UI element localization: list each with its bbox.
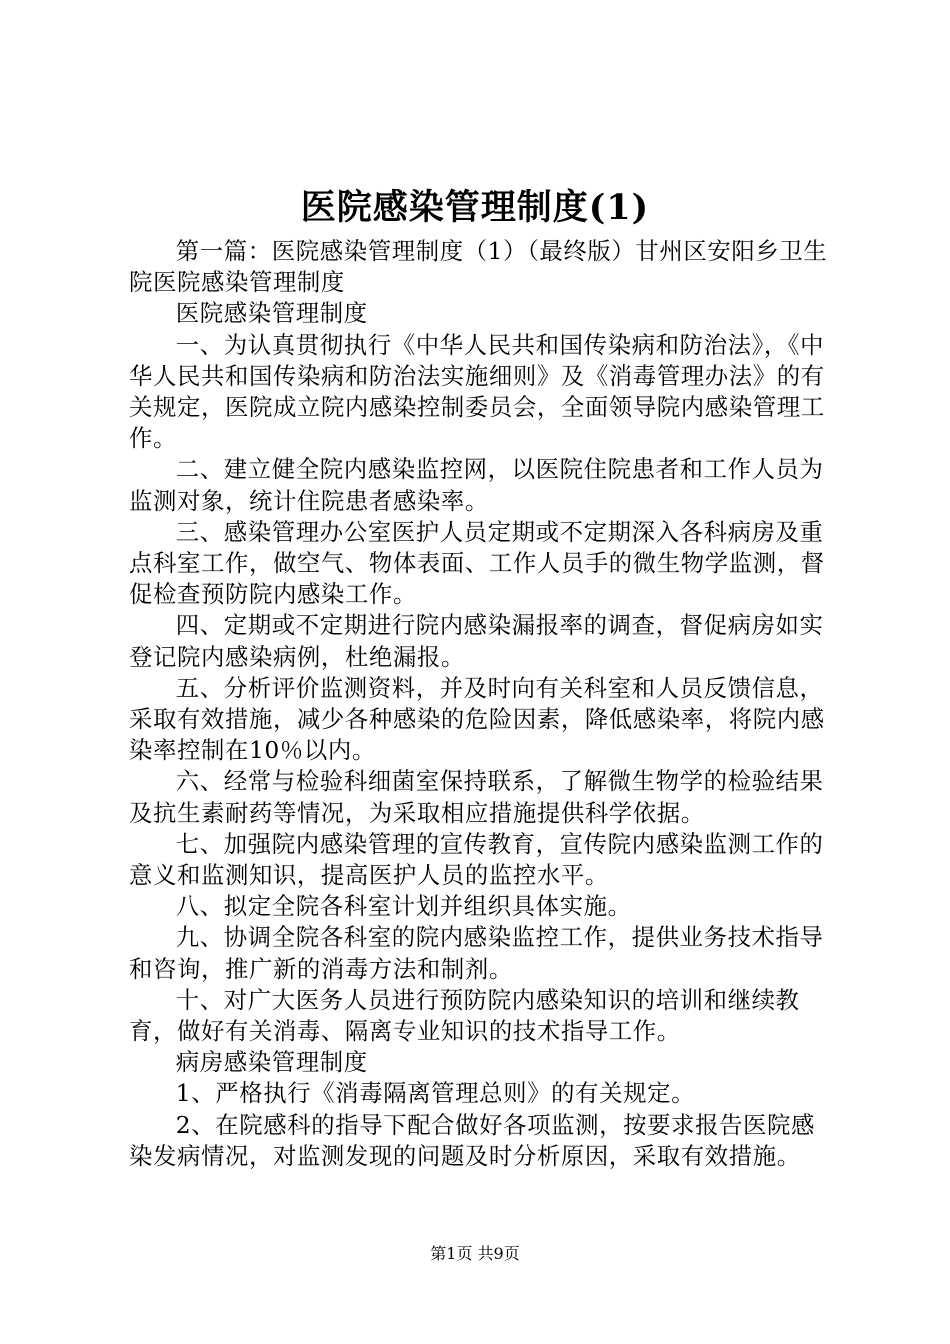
paragraph: 1、严格执行《消毒隔离管理总则》的有关规定。 xyxy=(175,1079,696,1108)
section-heading: 病房感染管理制度 xyxy=(175,1048,368,1077)
section-heading: 医院感染管理制度 xyxy=(175,299,368,328)
paragraph: 第一篇：医院感染管理制度（1）（最终版）甘州区安阳乡卫生院医院感染管理制度 xyxy=(129,237,828,297)
paragraph: 一、为认真贯彻执行《中华人民共和国传染病和防治法》，《中华人民共和国传染病和防治法实施细则》及《消毒管理办法》的有关规定，医院成立院内感染控制委员会，全面领导院内感染管理工作。 xyxy=(129,330,825,453)
paragraph: 五、分析评价监测资料，并及时向有关科室和人员反馈信息，采取有效措施，减少各种感染的危险因素，降低感染率，将院内感染率控制在10％以内。 xyxy=(129,673,825,765)
document-title: 医院感染管理制度(1) xyxy=(300,187,650,228)
paragraph: 六、经常与检验科细菌室保持联系，了解微生物学的检验结果及抗生素耐药等情况，为采取相应措施提供科学依据。 xyxy=(129,767,824,827)
paragraph: 四、定期或不定期进行院内感染漏报率的调查，督促病房如实登记院内感染病例，杜绝漏报。 xyxy=(129,611,824,671)
document-body xyxy=(129,236,831,1172)
paragraph: 十、对广大医务人员进行预防院内感染知识的培训和继续教育，做好有关消毒、隔离专业知识的技术指导工作。 xyxy=(129,985,800,1046)
paragraph: 八、拟定全院各科室计划并组织具体实施。 xyxy=(175,892,632,921)
page-footer: 第1页 共9页 xyxy=(430,1244,520,1263)
paragraph: 九、协调全院各科室的院内感染监控工作，提供业务技术指导和咨询，推广新的消毒方法和制剂。 xyxy=(129,923,824,983)
paragraph: 七、加强院内感染管理的宣传教育，宣传院内感染监测工作的意义和监测知识，提高医护人员的监控水平。 xyxy=(129,829,824,890)
paragraph: 三、感染管理办公室医护人员定期或不定期深入各科病房及重点科室工作，做空气、物体表面、工作人员手的微生物学监测，督促检查预防院内感染工作。 xyxy=(129,517,825,609)
paragraph: 二、建立健全院内感染监控网，以医院住院患者和工作人员为监测对象，统计住院患者感染率。 xyxy=(129,455,824,515)
paragraph: 2、在院感科的指导下配合做好各项监测，按要求报告医院感染发病情况，对监测发现的问题及时分析原因，采取有效措施。 xyxy=(129,1110,816,1170)
